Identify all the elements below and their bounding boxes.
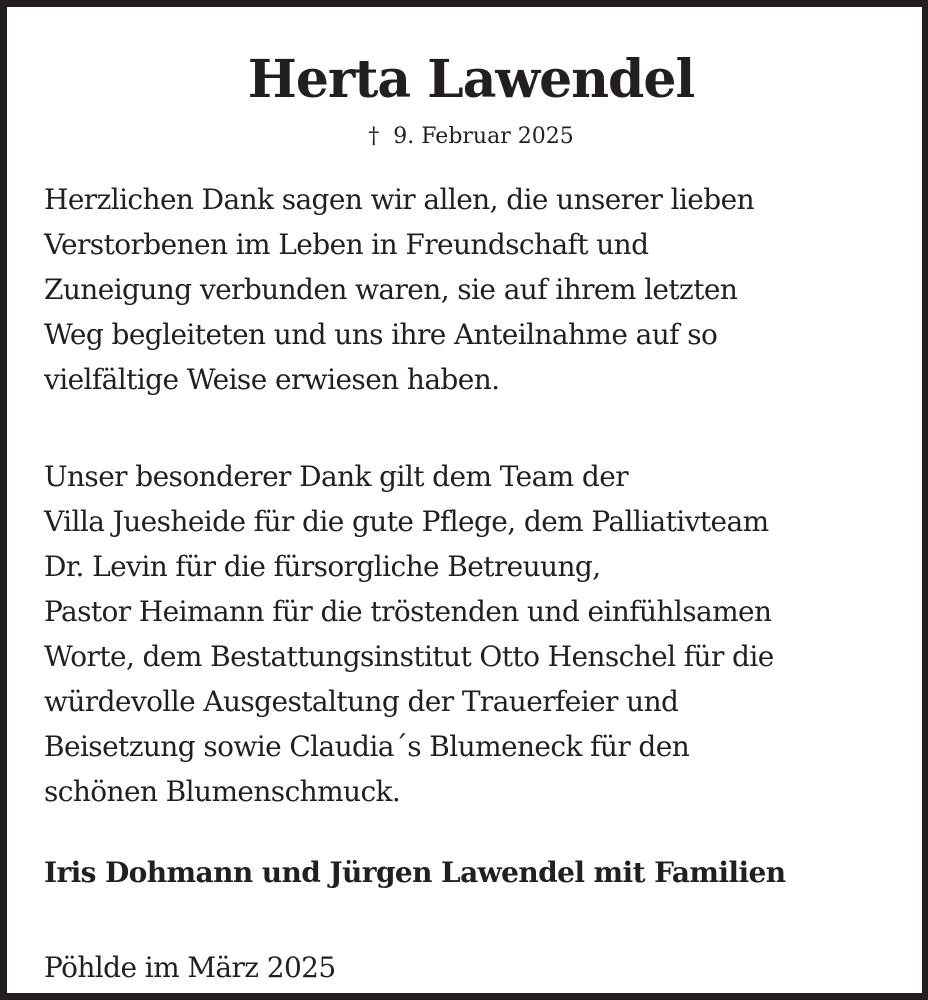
text-line: Unser besonderer Dank gilt dem Team der: [44, 460, 629, 493]
place-and-date: Pöhlde im März 2025: [44, 951, 336, 984]
family-signature: Iris Dohmann und Jürgen Lawendel mit Familien: [44, 856, 786, 889]
dagger-icon: †: [368, 124, 380, 149]
text-line: Weg begleiteten und uns ihre Anteilnahme auf so: [44, 318, 718, 351]
text-line: Herzlichen Dank sagen wir allen, die unserer lieben: [44, 183, 755, 216]
text-line: Villa Juesheide für die gute Pflege, dem Palliativteam: [44, 505, 769, 538]
death-date: 9. Februar 2025: [393, 124, 574, 149]
text-line: Verstorbenen im Leben in Freundschaft und: [44, 228, 649, 261]
text-line: Zuneigung verbunden waren, sie auf ihrem letzten: [44, 273, 738, 306]
deceased-name: Herta Lawendel: [247, 49, 695, 110]
text-line: Beisetzung sowie Claudia´s Blumeneck für den: [44, 730, 690, 763]
death-date-line: [7, 120, 928, 154]
text-line: würdevolle Ausgestaltung der Trauerfeier und: [44, 685, 679, 718]
thanks-paragraph: [44, 177, 754, 402]
special-thanks-paragraph: [44, 454, 774, 814]
text-line: schönen Blumenschmuck.: [44, 775, 401, 808]
text-line: vielfältige Weise erwiesen haben.: [44, 363, 500, 396]
text-line: Dr. Levin für die fürsorgliche Betreuung,: [44, 550, 601, 583]
text-line: Pastor Heimann für die tröstenden und einfühlsamen: [44, 595, 772, 628]
text-line: Worte, dem Bestattungsinstitut Otto Henschel für die: [44, 640, 774, 673]
